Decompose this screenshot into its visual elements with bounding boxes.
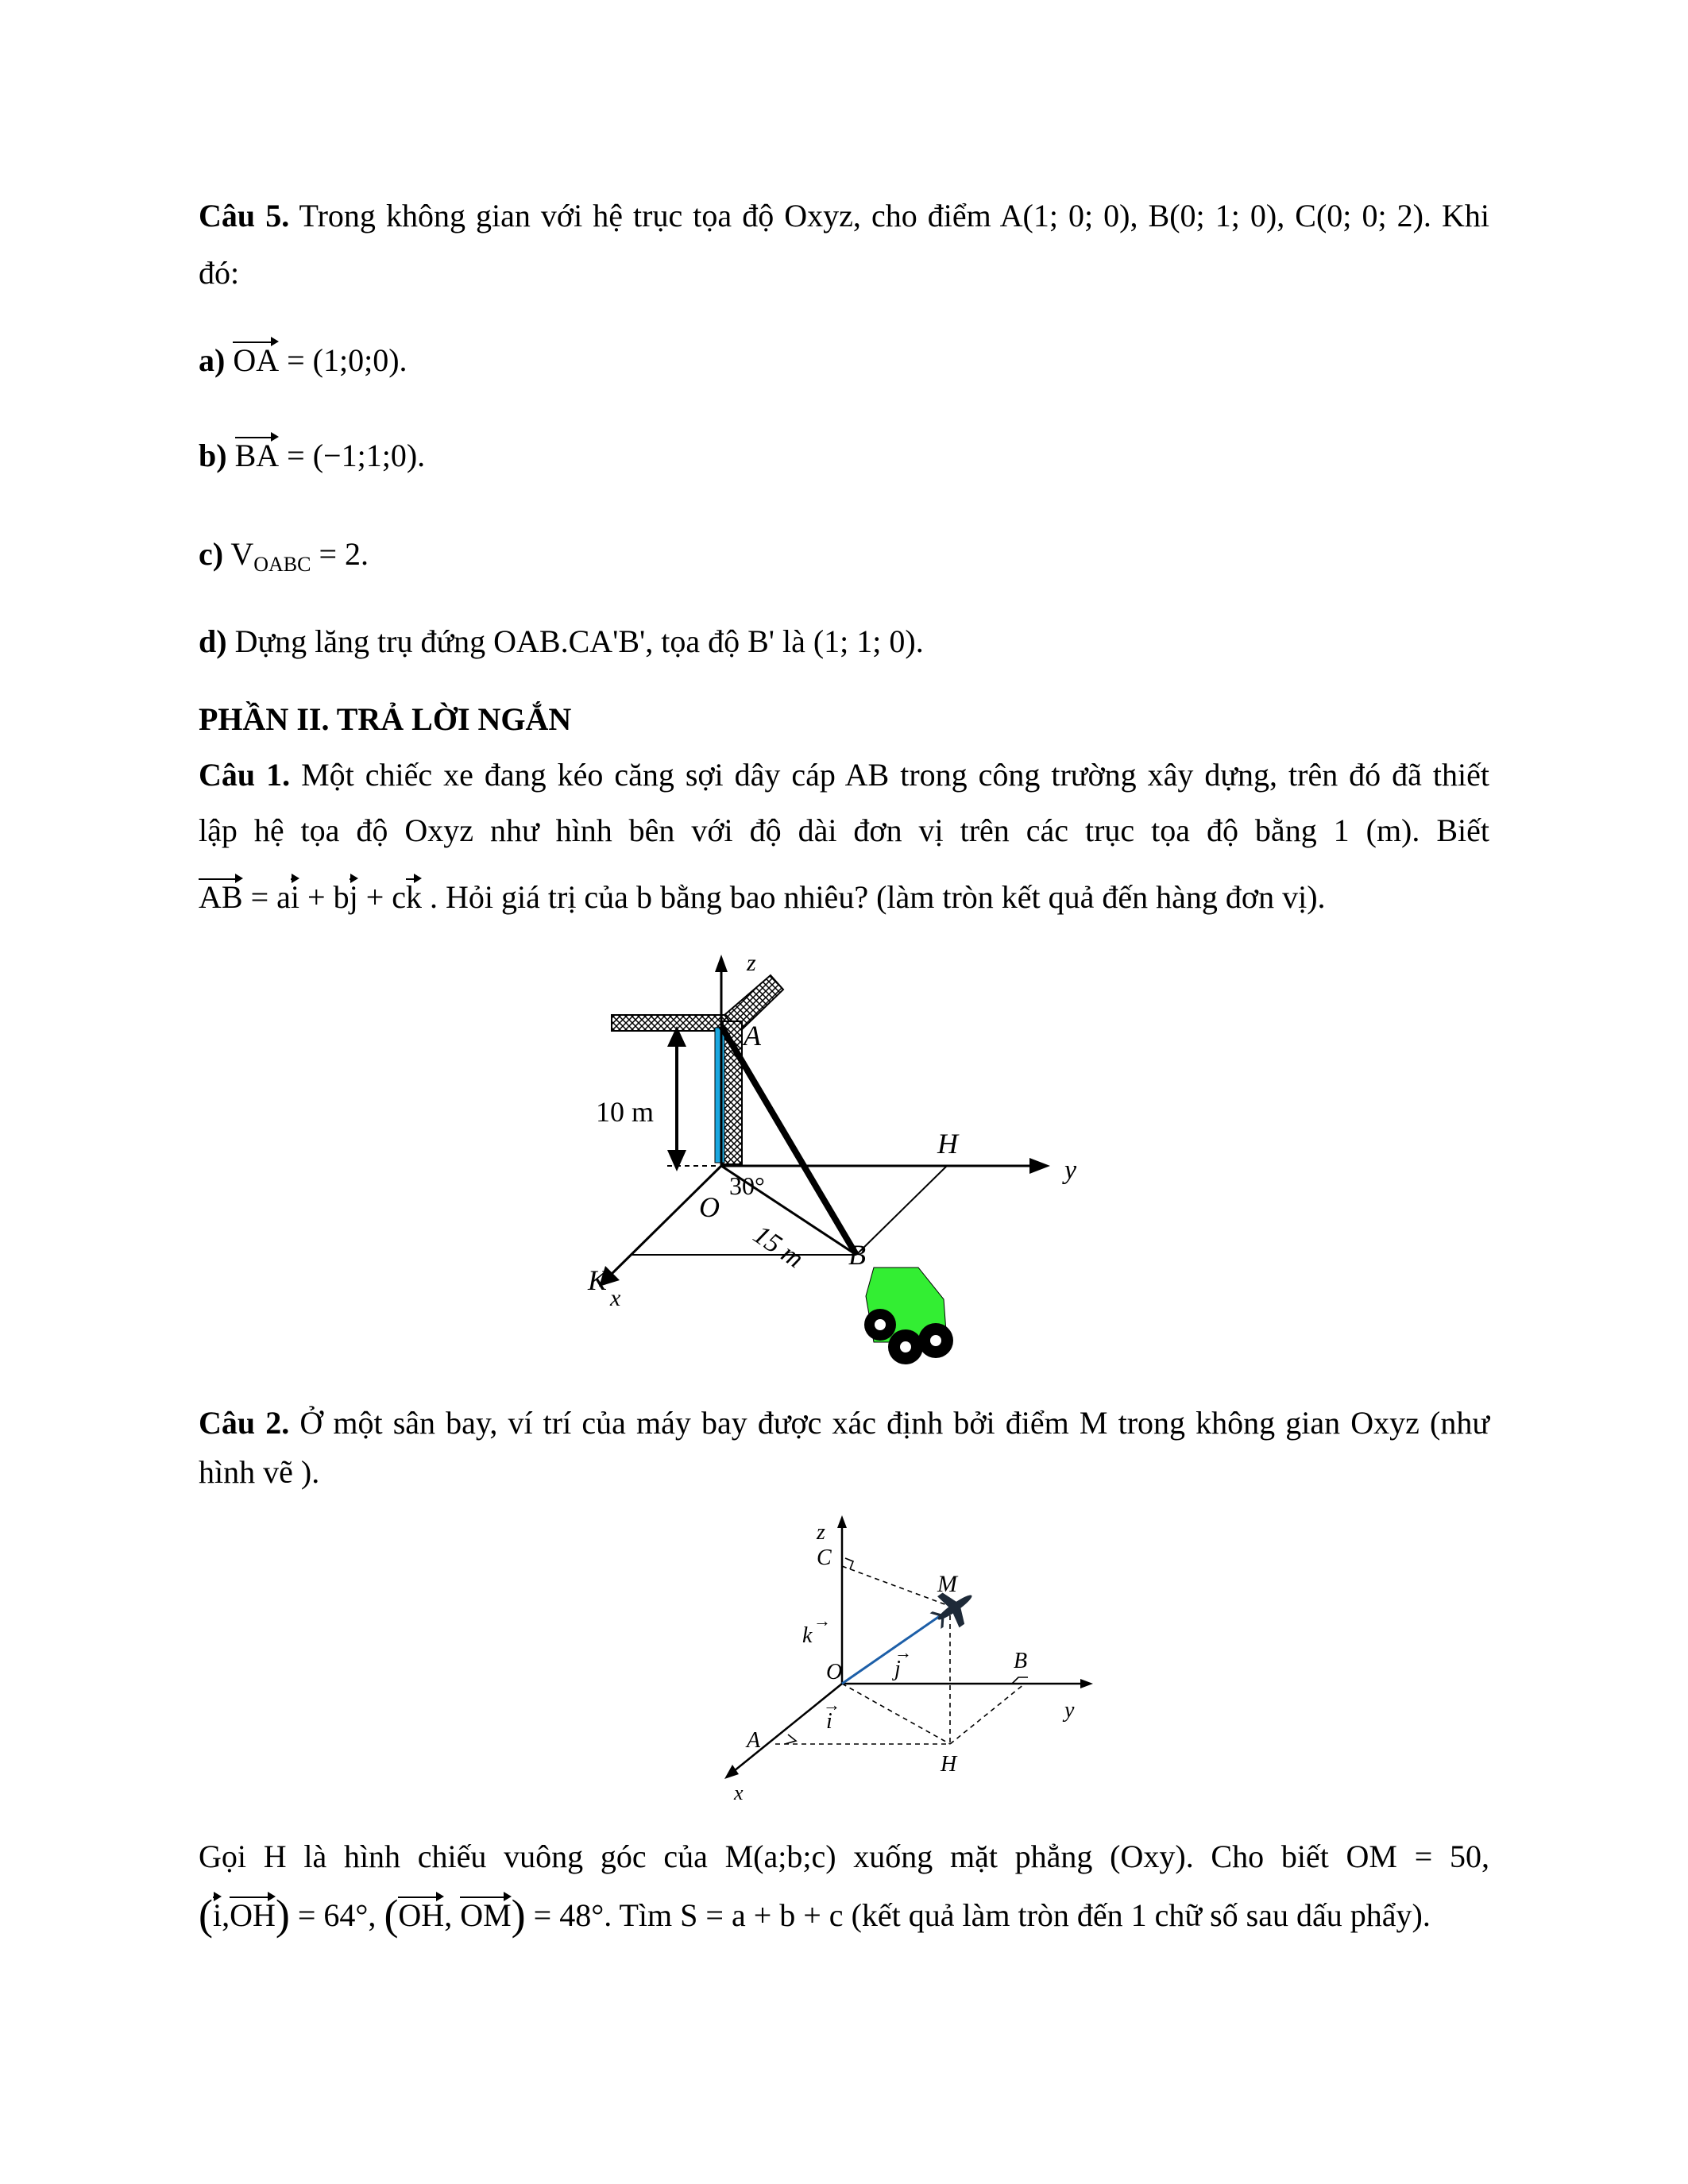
vector-ab: AB <box>199 877 243 918</box>
j-label: j <box>894 1657 901 1681</box>
q2-title: Câu 2. <box>199 1405 290 1441</box>
eq-text: = a <box>242 879 291 915</box>
crane-arm <box>612 1015 731 1031</box>
unit-j: j <box>350 877 358 918</box>
option-a-value: = (1;0;0). <box>287 342 408 378</box>
truck-wheel-2-hub <box>900 1341 911 1352</box>
q5-option-b <box>199 435 1489 477</box>
z-axis-arrow <box>715 955 728 972</box>
unit-i: i <box>291 877 299 918</box>
y-axis-arrow <box>1080 1679 1093 1688</box>
angle-2-and-task: = 48°. Tìm S = a + b + c (kết quả làm tròn đến 1 chữ số sau dấu phẩy). <box>533 1897 1431 1933</box>
option-d-text: Dựng lăng trụ đứng OAB.CA'B', tọa độ B' là (1; 1; 0). <box>226 623 924 659</box>
part2-heading <box>199 699 1489 740</box>
q5-option-d <box>199 621 1489 662</box>
paren-close-1: ) <box>275 1891 290 1939</box>
vector-oa: OA <box>233 340 279 381</box>
plus-b: + b <box>299 879 350 915</box>
paren-open-1: ( <box>199 1891 213 1939</box>
q5-intro-line-2: đó: <box>199 255 240 291</box>
point-b-label: B <box>1014 1649 1028 1673</box>
y-label: y <box>1064 1156 1077 1185</box>
volume-subscript: OABC <box>253 553 311 576</box>
option-a-label: a) <box>199 342 226 378</box>
option-c-label: c) <box>199 536 224 572</box>
vector-ba: BA <box>235 435 280 477</box>
dash-cm <box>842 1566 953 1607</box>
z-axis-arrow <box>837 1515 847 1528</box>
q2-line-2: hình vẽ ). <box>199 1454 320 1490</box>
point-a-label: A <box>747 1728 761 1753</box>
i-arrow-mark: → <box>823 1695 840 1715</box>
q1-text-1: Một chiếc xe đang kéo căng sợi dây cáp AB trong công trường xây dựng, trên đó đã thiết <box>290 757 1489 793</box>
option-b-value: = (−1;1;0). <box>287 438 426 473</box>
unit-k: k <box>406 877 422 918</box>
z-label: z <box>747 950 756 976</box>
distance-label: 15 m <box>747 1219 809 1275</box>
height-arrow-bottom <box>667 1150 686 1171</box>
q5-option-c <box>199 534 1489 585</box>
vector-om <box>842 1612 945 1684</box>
q5-title: Câu 5. <box>199 198 290 233</box>
angle-1-value: = 64°, <box>297 1897 377 1933</box>
x-label: x <box>734 1781 744 1804</box>
option-c-value: = 2. <box>311 536 369 572</box>
k-arrow-mark: → <box>813 1611 831 1630</box>
truck <box>864 1268 953 1364</box>
line-bh <box>856 1166 947 1255</box>
volume-symbol: V <box>230 536 254 572</box>
vector-om-text: OM <box>460 1895 511 1936</box>
q2-line-1 <box>199 1403 1489 1444</box>
crane-figure <box>588 950 1128 1398</box>
j-arrow-mark: → <box>894 1642 912 1662</box>
q1-line-2: lập hệ tọa độ Oxyz như hình bên với độ dài đơn vị trên các trục tọa độ bằng 1 (m). Biết <box>199 812 1489 848</box>
right-angle-a <box>785 1734 796 1744</box>
airplane-figure <box>715 1509 1128 1811</box>
point-k-label: K <box>588 1264 608 1296</box>
y-axis-arrow <box>1029 1158 1050 1174</box>
q2-text-1: Ở một sân bay, ví trí của máy bay được xác định bởi điểm M trong không gian Oxyz (như <box>289 1405 1490 1441</box>
dash-hb <box>950 1684 1025 1744</box>
paren-close-2: ) <box>511 1891 526 1939</box>
angle-label: 30° <box>729 1171 765 1200</box>
y-label: y <box>1064 1698 1075 1723</box>
q1-text-3: . Hỏi giá trị của b bằng bao nhiêu? (làm tròn kết quả đến hàng đơn vị). <box>422 879 1326 915</box>
q1-line-3 <box>199 877 1489 918</box>
dash-oh <box>842 1684 950 1744</box>
point-b-label: B <box>848 1239 866 1271</box>
x-label: x <box>610 1285 621 1311</box>
part2-heading-text: PHẦN II. TRẢ LỜI NGẮN <box>199 701 572 737</box>
x-axis-arrow <box>724 1765 739 1779</box>
point-o-label: O <box>699 1191 720 1223</box>
blue-pole <box>715 1028 724 1163</box>
point-c-label: C <box>817 1545 832 1570</box>
q1-line-1 <box>199 754 1489 796</box>
point-m-label: M <box>937 1571 957 1597</box>
height-label: 10 m <box>596 1096 655 1128</box>
q2-line-4: (i,OH) = 64°, (OH, OM) = 48°. Tìm S = a + b + c (kết quả làm tròn đến 1 chữ số sau dấu phẩy). <box>199 1891 1431 1939</box>
plus-c: + c <box>357 879 407 915</box>
q5-intro-line-1 <box>199 195 1489 237</box>
point-a-label: A <box>744 1020 761 1051</box>
truck-wheel-1-hub <box>875 1319 886 1330</box>
q5-intro-text: Trong không gian với hệ trục tọa độ Oxyz, cho điểm A(1; 0; 0), B(0; 1; 0), C(0; 0; 2). Khi <box>289 198 1489 233</box>
point-h-label: H <box>941 1752 957 1777</box>
i-label: i <box>826 1709 832 1734</box>
point-h-label: H <box>937 1128 958 1160</box>
q5-option-a <box>199 340 1489 381</box>
z-label: z <box>817 1520 825 1545</box>
k-label: k <box>802 1623 813 1648</box>
q1-title: Câu 1. <box>199 757 291 793</box>
vector-oh-2: OH <box>398 1895 444 1936</box>
paren-open-2: ( <box>384 1891 399 1939</box>
option-d-label: d) <box>199 623 227 659</box>
truck-wheel-3-hub <box>930 1335 941 1346</box>
point-o-label: O <box>826 1660 843 1684</box>
q2-line-3: Gọi H là hình chiếu vuông góc của M(a;b;c) xuống mặt phẳng (Oxy). Cho biết OM = 50, <box>199 1839 1489 1874</box>
unit-i: i <box>213 1895 222 1936</box>
vector-oh: OH <box>230 1895 276 1936</box>
option-b-label: b) <box>199 438 227 473</box>
